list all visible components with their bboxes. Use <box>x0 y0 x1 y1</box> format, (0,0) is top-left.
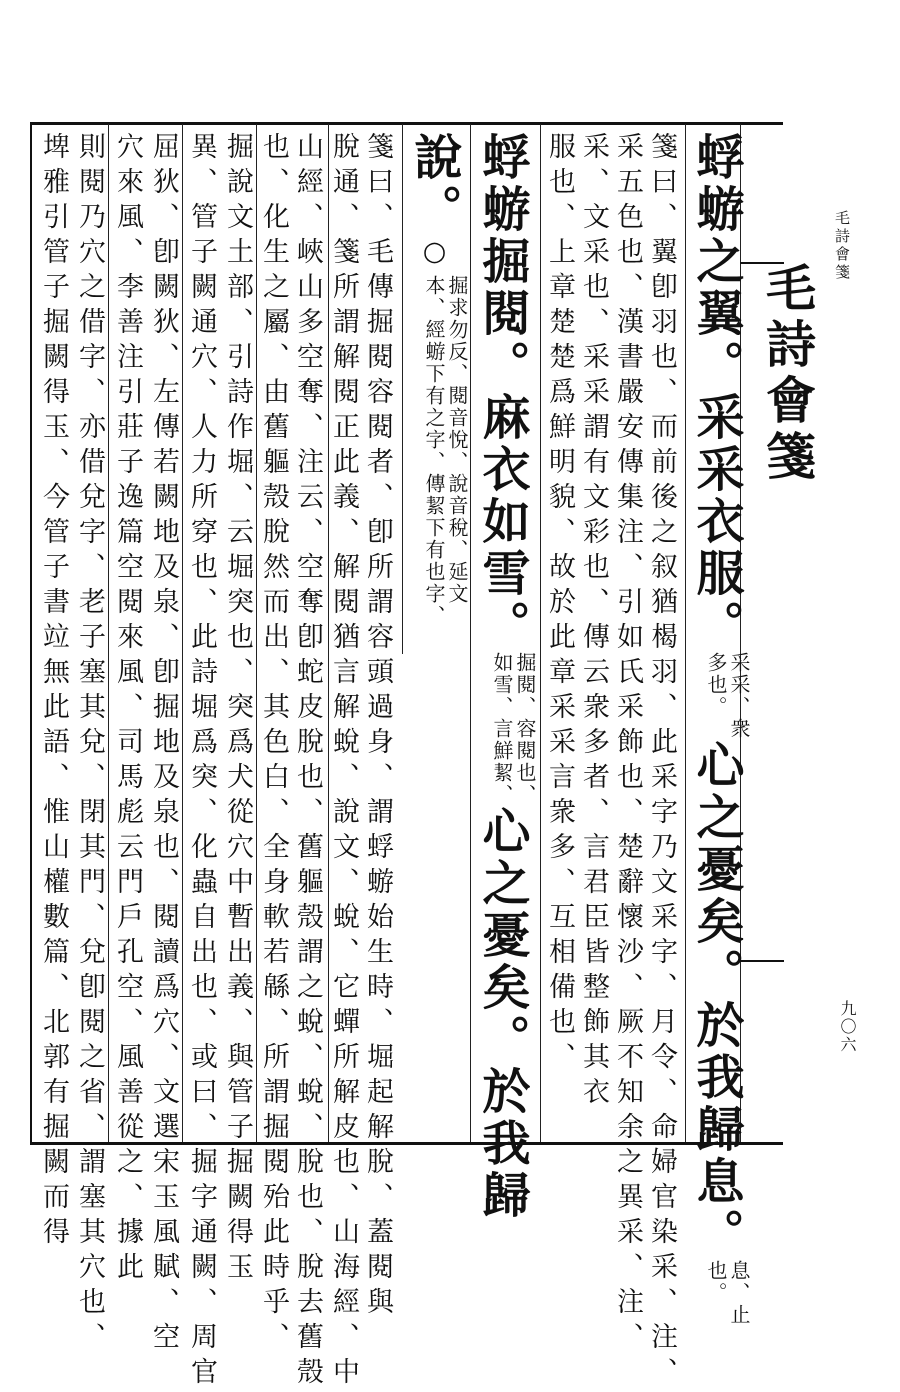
verse-text: 心之憂矣。於我歸息。 <box>688 740 744 1260</box>
verse-column <box>406 132 469 652</box>
note-line: 也。 <box>704 1260 728 1304</box>
column-rule <box>402 124 403 654</box>
note-line: 本、經蝣下有之字、傳絜下有也字、 <box>422 275 446 627</box>
verse-text: 心之憂矣。於我歸 <box>474 806 530 1222</box>
commentary-column: 箋曰、翼卽羽也、而前後之叙猶楬羽、此采字乃文采字、月令、命婦官染采、注、 <box>646 132 677 1392</box>
verse-column <box>474 132 537 1222</box>
page-header: 毛詩會箋 <box>833 210 851 282</box>
verse-text: 蜉蝣掘閱。麻衣如雪。 <box>474 132 530 652</box>
note-line: 掘閱、容閱也、 <box>513 652 537 806</box>
inline-note <box>704 1260 750 1326</box>
inline-note <box>490 652 536 806</box>
verse-text: 說。 <box>406 132 462 236</box>
inline-note <box>704 652 750 740</box>
note-line: 多也。 <box>704 652 728 718</box>
note-line: 息、止 <box>727 1260 751 1326</box>
note-line: 采采、衆 <box>727 652 751 740</box>
commentary-column: 山經、峽山多空奪、注云、空奪卽蛇皮脫也、舊軀殼謂之蛻、蛻、脫也、脫去舊殼 <box>292 132 323 1392</box>
note-line: 掘求勿反、閱音悅、說音稅、延文 <box>445 275 469 605</box>
commentary-column: 服也、上章楚楚爲鮮明貌、故於此章采采言衆多、互相備也、 <box>544 132 575 1077</box>
commentary-column: 則閱乃穴之借字、亦借兌字、老子塞其兌、閉其門、兌卽閱之省、謂塞其穴也、 <box>74 132 105 1357</box>
frame-left-rule <box>30 122 32 1144</box>
inline-note <box>422 275 468 627</box>
commentary-column: 穴來風、李善注引莊子逸篇空閱來風、司馬彪云門戶孔空、風善從之、據此 <box>112 132 143 1287</box>
commentary-column: 也、化生之屬、由舊軀殼脫然而出、其色白、全身軟若緜、所謂掘閱殆此時乎、 <box>258 132 289 1357</box>
column-rule <box>182 124 183 1142</box>
commentary-column: 屈狄、卽闕狄、左傳若闕地及泉、卽掘地及泉也、閱讀爲穴、文選宋玉風賦、空 <box>148 132 179 1357</box>
frame-top-rule <box>30 122 783 125</box>
commentary-column: 掘說文土部、引詩作堀、云堀突也、突爲犬從穴中暫出義、與管子掘闕得玉 <box>222 132 253 1287</box>
running-title: 毛詩會箋 <box>758 262 817 486</box>
verse-text: 蜉蝣之翼。采采衣服。 <box>688 132 744 652</box>
commentary-column: 箋曰、毛傳掘閱容閱者、卽所謂容頭過身、謂蜉蝣始生時、堀起解脫、蓋閱與 <box>362 132 393 1322</box>
column-rule <box>256 124 257 1142</box>
column-rule <box>685 124 686 1142</box>
verse-column <box>688 132 751 1326</box>
column-rule <box>108 124 109 1142</box>
column-rule <box>540 124 541 1142</box>
column-rule <box>470 124 471 1142</box>
commentary-column: 脫通、箋所謂解閱正此義、解閱猶言解蛻、說文、蛻、它蟬所解皮也、山海經、中 <box>328 132 359 1392</box>
commentary-column: 異、管子闕通穴、人力所穿也、此詩堀爲突、化蟲自出也、或曰、掘字通闕、周官 <box>186 132 217 1392</box>
page-number: 九〇六 <box>838 1000 857 1054</box>
note-line: 如雪、言鮮絜、 <box>490 652 514 806</box>
commentary-column: 采、文采也、采采謂有文彩也、傳云衆多者、言君臣皆整飾其衣 <box>578 132 609 1112</box>
commentary-column: 埤雅引管子掘闕得玉、今管子書竝無此語、惟山權數篇、北郭有掘闕而得 <box>38 132 69 1252</box>
section-marker: ○ <box>419 236 450 275</box>
commentary-column: 采五色也、漢書嚴安傳集注、引如氏采飾也、楚辭懷沙、厥不知余之異采、注、 <box>612 132 643 1357</box>
